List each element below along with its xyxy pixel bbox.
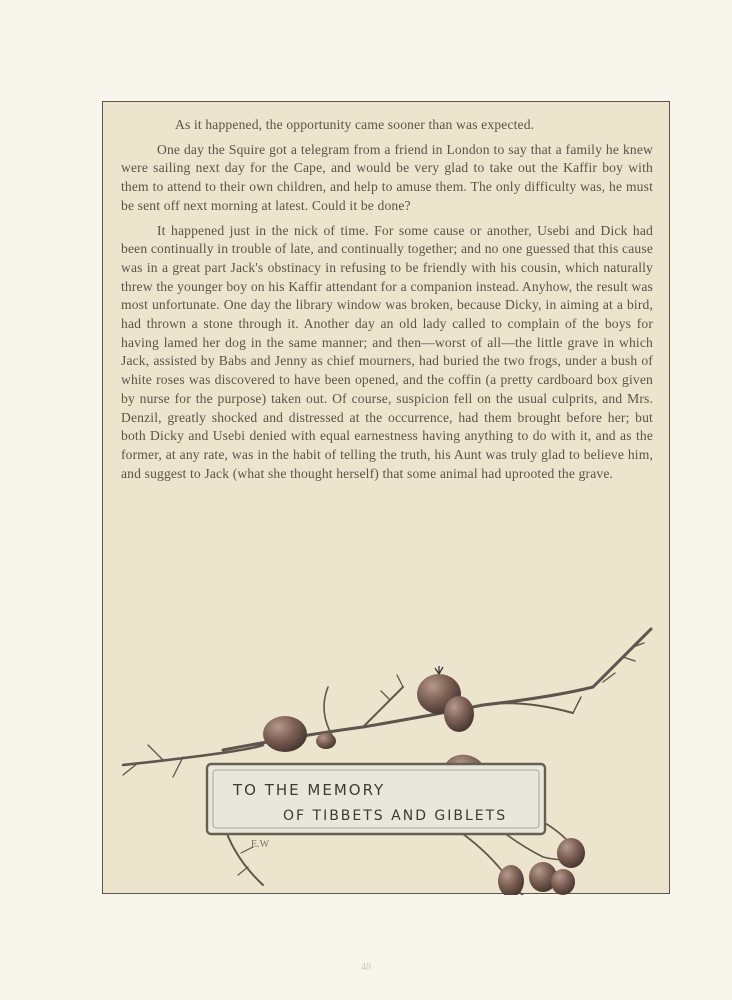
plaque-line-2: OF TIBBETS AND GIBLETS [283, 808, 508, 824]
memorial-plaque [207, 764, 545, 834]
paragraph: It happened just in the nick of time. For some cause or another, Usebi and Dick had been continually in trouble of late, and continually together; and no one guessed that this cause was in a great part Jack's obstinacy in refusing to be friendly with his cousin, which naturally threw the younger boy on his Kaffir attendant for a companion instead. Anyhow, the result was most unfortunate. One day the library window was broken, because Dicky, in aiming at a bird, had thrown a stone through it. Another day an old lady called to complain of the boys for having lamed her dog in the same manner; and then—worst of all—the little grave in which Jack, assisted by Babs and Jenny as chief mourners, had buried the two frogs, under a bush of white roses was discovered to have been opened, and the coffin (a pretty cardboard box given by nurse for the purpose) taken out. Of course, suspicion fell on the usual culprits, and Mrs. Denzil, greatly shocked and distressed at the occurrence, had them brought before her; but both Dicky and Usebi denied with equal earnestness having anything to do with it, and as the former, at any rate, was in the habit of telling the truth, his Aunt was truly glad to believe him, and suggest to Jack (what she thought herself) that some animal had uprooted the grave. [121, 222, 653, 481]
paragraph: As it happened, the opportunity came sooner than was expected. [175, 117, 535, 132]
paragraph: One day the Squire got a telegram from a friend in London to say that a family he knew were sailing next day for the Cape, and would be very glad to take out the Kaffir boy with them to attend to their own children, and help to amuse them. The only difficulty was, he must be sent off next morning at latest. Could it be done? [121, 141, 653, 213]
page-number: 48 [361, 962, 371, 973]
plaque-line-1: TO THE MEMORY [233, 781, 386, 799]
illustrated-panel [102, 101, 670, 894]
body-text [121, 116, 653, 489]
signature: E.W [251, 839, 270, 850]
rosehip-branch-illustration [103, 617, 671, 895]
